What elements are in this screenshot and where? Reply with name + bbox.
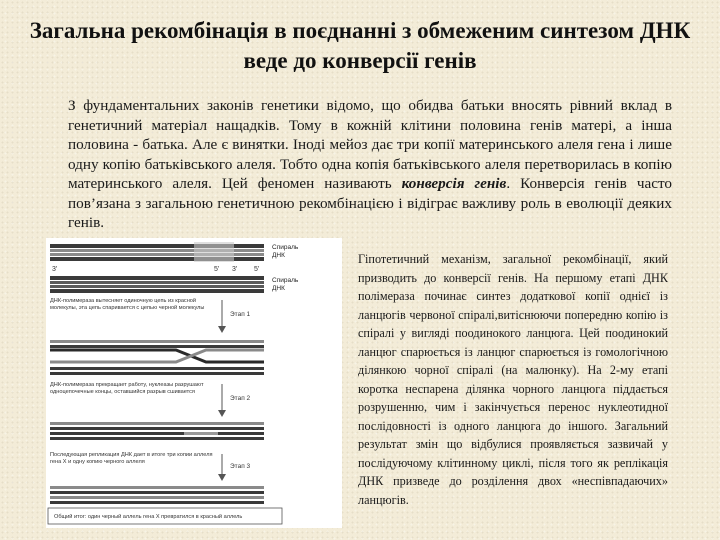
end-3-label-a: 3' <box>232 266 238 273</box>
intro-text-after: . Конверсія генів часто пов’язана з загальною генетичною рекомбінацією і відіграє важливу роль в еволюції деяких генів. <box>68 175 672 231</box>
stage-3-arrowhead <box>218 474 226 481</box>
intro-text-before: З фундаментальних законів генетики відомо, що обидва батьки вносять рівний вклад в генетичний матеріал нащадків. Тому в кожній клітини половина генів матері, а інша половина - батька. Але є винятки. Іноді мейоз дає три копії материнського алеля гена і лише одну копію батьківського алеля. Тобто одна копія батьківського алеля перетворилась в копію материнського алеля. Цей феномен називають <box>68 97 672 192</box>
dna-label-top: ДНК <box>272 252 285 259</box>
end-3-label-left: 3' <box>52 266 58 273</box>
gene-conversion-figure <box>46 238 342 528</box>
post-repair-helices <box>50 422 264 440</box>
gene-conversion-diagram <box>46 238 342 528</box>
replicated-helices <box>50 486 264 504</box>
note-2: ДНК-полимераза прекращает работу, нуклеазы разрушают одноцепочечные концы, оставшийся разрыв сшивается <box>50 382 204 395</box>
bottom-summary-text: Общий итог: один черный аллель гена X превратился в красный аллель <box>54 514 243 520</box>
figure-caption: Гіпотетичний механізм, загальної рекомбінації, який призводить до конверсії генів. На першому етапі ДНК полімераза починає синтез додаткової копії однієї із ланцюгів червоної спіралі,витіснюючи попередню копію із спіралі у вигляді поодинокого ланцюга. Цей поодинокий ланцюг спарюється із ланцюг спарюється із гомологічною ділянкою чорної спіралі (на малюнку). На 2-му етапі коротка неспарена ділянка чорного ланцюга піддається розрушенню, чим і закінчується перенос нуклеотидної послідовності із одного ланцюга до іншого. Загальний результат змін що відбулися проявляється зазвичай у послідуючому клітинному циклі, після того як реплікація ДНК призведе до розділення двох «неспівпадаючих» ланцюгів. <box>358 252 668 507</box>
stage-3-label: Этап 3 <box>230 463 251 470</box>
page-title: Загальна рекомбінація в поєднанні з обмеженим синтезом ДНК веде до конверсії генів <box>29 18 691 73</box>
end-5-label-b: 5' <box>254 266 260 273</box>
spiral-label-bottom: Спираль <box>272 277 299 284</box>
top-helix <box>50 242 264 273</box>
stage-2-arrowhead <box>218 410 226 417</box>
end-5-label-a: 5' <box>214 266 220 273</box>
dna-label-bottom: ДНК <box>272 285 285 292</box>
stage-1-label: Этап 1 <box>230 311 251 318</box>
spiral-label-top: Спираль <box>272 244 299 251</box>
bottom-helix <box>50 276 264 293</box>
stage-2-label: Этап 2 <box>230 395 251 402</box>
note-3: Последующая репликация ДНК дает в итоге три копии аллеля гена X и одну копию черного аллеля <box>50 452 213 465</box>
intro-paragraph <box>68 96 672 233</box>
intro-term: конверсія генів <box>401 175 507 192</box>
stage-1-arrowhead <box>218 326 226 333</box>
exchange-helices <box>50 340 264 375</box>
note-1: ДНК-полимераза вытесняет одиночную цепь из красной молекулы, эта цепь спаривается с цепью черной молекулы <box>50 298 205 311</box>
